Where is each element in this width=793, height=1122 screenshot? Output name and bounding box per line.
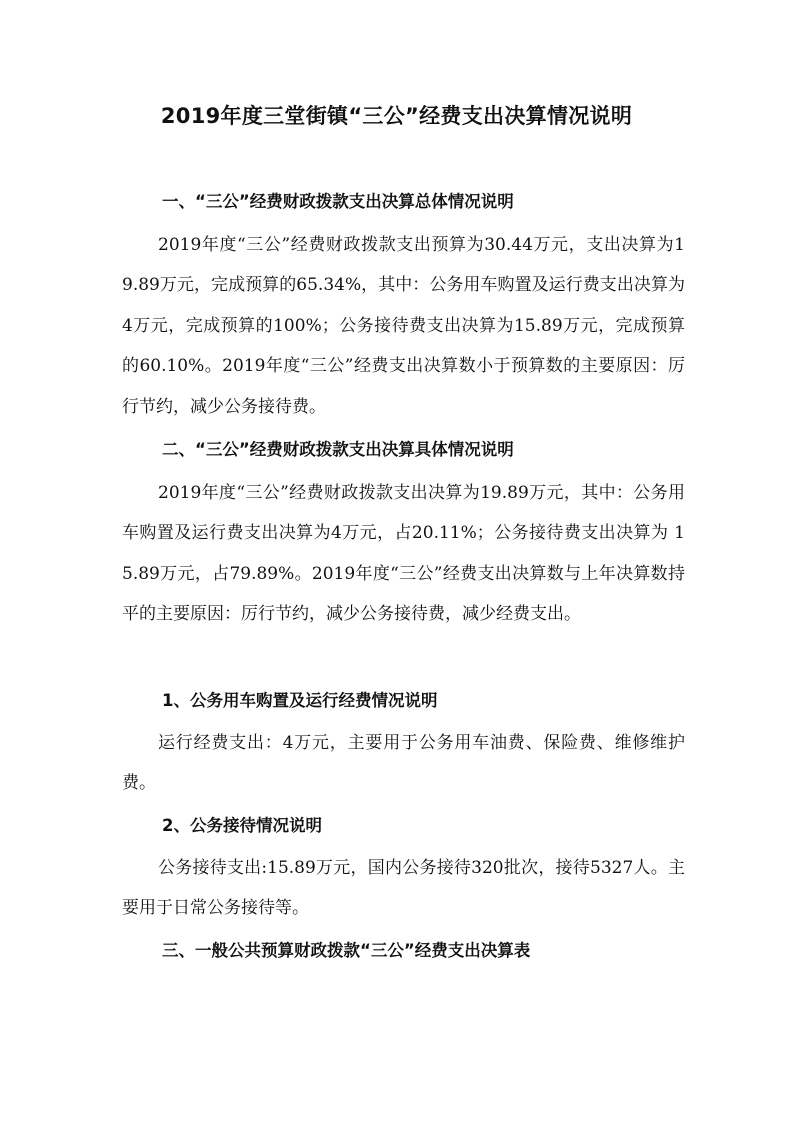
subsection-2-heading: 2、公务接待情况说明 [162, 816, 322, 835]
subsection-2-body: 公务接待支出:15.89万元，国内公务接待320批次，接待5327人。主要用于日常公务接待等。 [122, 858, 685, 919]
section-3-heading: 三、一般公共预算财政拨款“三公”经费支出决算表 [162, 941, 531, 960]
section-1-heading: 一、“三公”经费财政拨款支出决算总体情况说明 [162, 192, 514, 211]
section-2-heading: 二、“三公”经费财政拨款支出决算具体情况说明 [162, 440, 514, 459]
page-title: 2019年度三堂街镇“三公”经费支出决算情况说明 [160, 104, 633, 128]
subsection-1-heading: 1、公务用车购置及运行经费情况说明 [162, 691, 438, 710]
subsection-1-body: 运行经费支出：4万元，主要用于公务用车油费、保险费、维修维护费。 [122, 733, 685, 794]
section-1-body: 2019年度“三公”经费财政拨款支出预算为30.44万元，支出决算为19.89万元，完成预算的65.34%，其中：公务用车购置及运行费支出决算为4万元，完成预算的100%；公务接待费支出决算为15.89万元，完成预算的60.10%。2019年度“三公”经费支出决算数小于预算数的主要原因：厉行节约，减少公务接待费。 [122, 235, 685, 417]
section-2-body: 2019年度“三公”经费财政拨款支出决算为19.89万元，其中：公务用车购置及运行费支出决算为4万元，占20.11%；公务接待费支出决算为 15.89万元，占79.89%。2019年度“三公”经费支出决算数与上年决算数持平的主要原因：厉行节约，减少公务接待费，减少经费支出。 [122, 483, 685, 625]
